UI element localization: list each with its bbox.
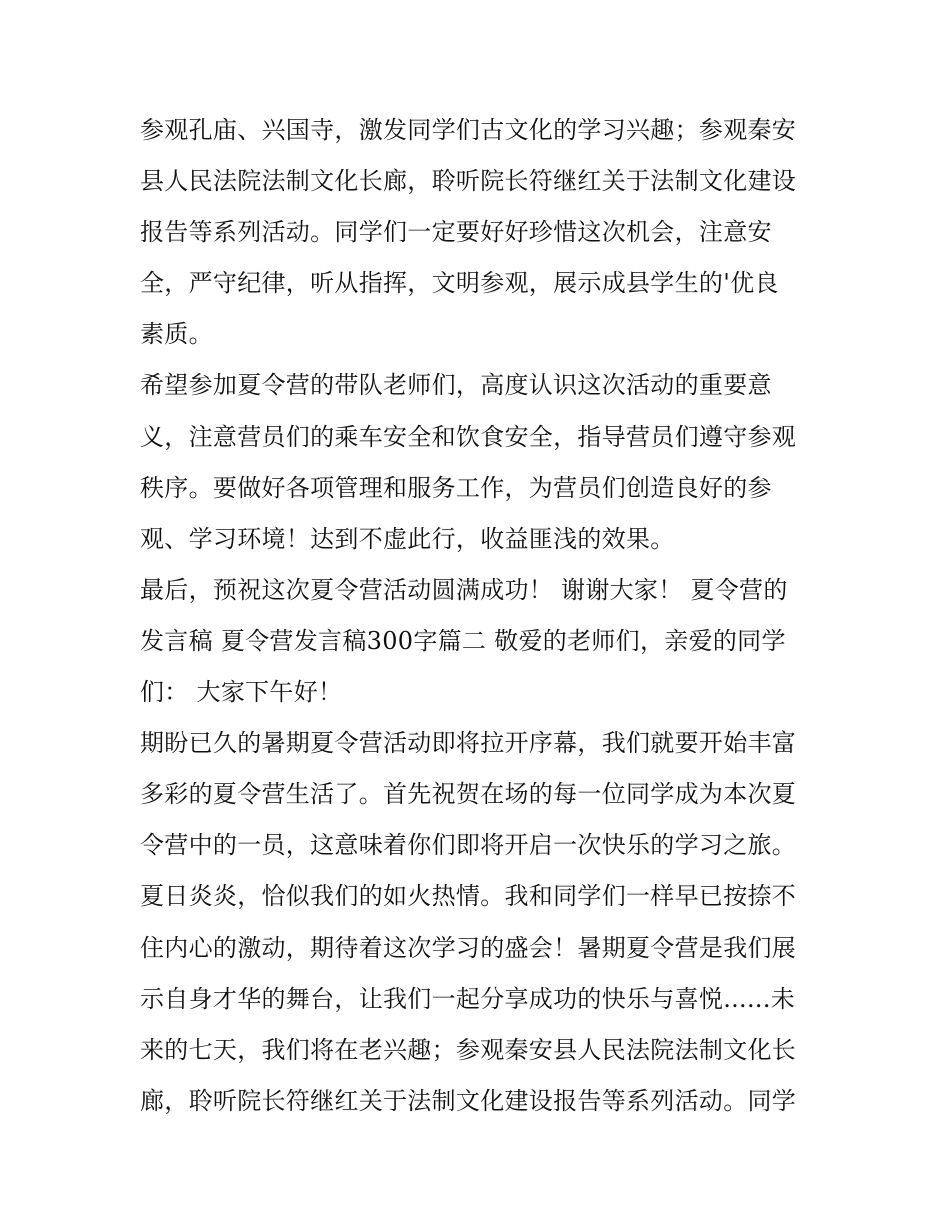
text-line: 希望参加夏令营的带队老师们，高度认识这次活动的重要意 bbox=[140, 371, 772, 400]
text-line: 素质。 bbox=[140, 320, 213, 349]
document-body bbox=[140, 105, 816, 1127]
text-line: 来的七天，我们将在老兴趣；参观秦安县人民法院法制文化长 bbox=[140, 1035, 797, 1064]
text-line: 最后，预祝这次夏令营活动圆满成功！ 谢谢大家！ 夏令营的 bbox=[140, 575, 788, 604]
text-line: 住内心的激动，期待着这次学习的盛会！暑期夏令营是我们展 bbox=[140, 933, 797, 962]
text-line: 县人民法院法制文化长廊，聆听院长符继红关于法制文化建设 bbox=[140, 167, 797, 196]
text-line: 廊，聆听院长符继红关于法制文化建设报告等系列活动。同学 bbox=[140, 1086, 797, 1115]
text-line: 全，严守纪律，听从指挥，文明参观，展示成县学生的'优良 bbox=[140, 269, 779, 298]
text-line: 们： 大家下午好！ bbox=[140, 678, 343, 707]
text-line: 义，注意营员们的乘车安全和饮食安全，指导营员们遵守参观 bbox=[140, 422, 797, 451]
text-line: 观、学习环境！达到不虚此行，收益匪浅的效果。 bbox=[140, 524, 675, 553]
text-line: 多彩的夏令营生活了。首先祝贺在场的每一位同学成为本次夏 bbox=[140, 780, 797, 809]
text-line: 示自身才华的舞台，让我们一起分享成功的快乐与喜悦......未 bbox=[140, 984, 796, 1013]
text-line: 报告等系列活动。同学们一定要好好珍惜这次机会，注意安 bbox=[140, 218, 772, 247]
text-line: 秩序。要做好各项管理和服务工作，为营员们创造良好的参 bbox=[140, 473, 772, 502]
text-line: 令营中的一员，这意味着你们即将开启一次快乐的学习之旅。 bbox=[140, 831, 797, 860]
text-line: 期盼已久的暑期夏令营活动即将拉开序幕，我们就要开始丰富 bbox=[140, 729, 797, 758]
text-line: 发言稿 夏令营发言稿300字篇二 敬爱的老师们，亲爱的同学 bbox=[140, 626, 786, 655]
text-line: 夏日炎炎，恰似我们的如火热情。我和同学们一样早已按捺不 bbox=[140, 882, 797, 911]
text-line: 参观孔庙、兴国寺，激发同学们古文化的学习兴趣；参观秦安 bbox=[140, 116, 797, 144]
